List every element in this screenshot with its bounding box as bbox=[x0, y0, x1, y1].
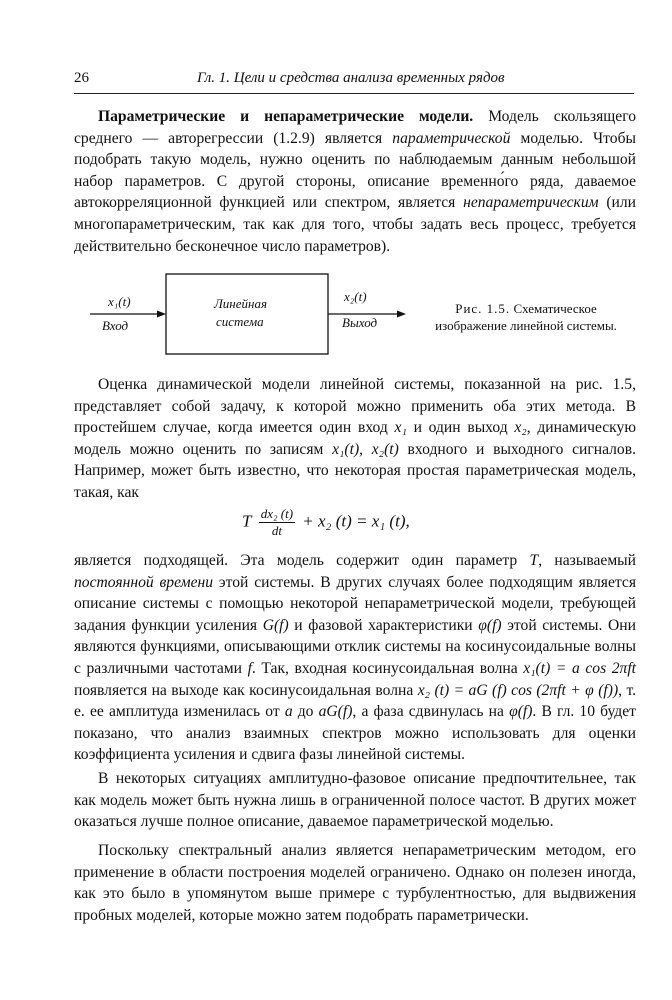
var-x2: x₂ bbox=[514, 419, 527, 437]
text-run: этой системы. Они являются функциями, описывающими отклик системы на косинусоидальные волны с различными частотами bbox=[74, 616, 636, 677]
text-run: до bbox=[292, 703, 319, 721]
var-gain: G(f) bbox=[262, 616, 289, 634]
paragraph-parametric-models bbox=[74, 106, 636, 257]
fraction-denominator: dt bbox=[271, 523, 282, 538]
var-phase-shift: φ(f) bbox=[509, 703, 533, 721]
var-f: f bbox=[247, 659, 252, 677]
emphasis-time-constant: постоянной времени bbox=[74, 573, 214, 591]
box-label-line1: Линейная bbox=[214, 296, 268, 311]
differential-equation bbox=[74, 500, 636, 544]
page-number: 26 bbox=[74, 70, 89, 86]
output-arrow-head-icon bbox=[397, 311, 406, 318]
text-run: Модель скользящего среднего — авторегрессии (1.2.9) является bbox=[74, 108, 636, 147]
paragraph-dynamic-model bbox=[74, 374, 636, 504]
var-aG: aG(f) bbox=[318, 703, 353, 721]
section-title: Параметрические и непараметрические модели. bbox=[98, 108, 474, 125]
fraction-numerator: dx₂ (t) bbox=[260, 506, 294, 521]
var-T: T bbox=[529, 552, 539, 569]
formula-rest: + x₂ (t) = x₁ (t), bbox=[302, 511, 410, 531]
page-header bbox=[74, 70, 634, 92]
output-wave-formula: x₂ (t) = aG (f) cos (2πft + φ (f)) bbox=[417, 681, 619, 699]
paragraph-5-text: Поскольку спектральный анализ является непараметрическим методом, его применение в области построения моделей ограничено. Однако он полезен иногда, как это было в упомянутом выше примере с турбулентностью, для выдвижения пробных моделей, которые можно затем подобрать параметрически. bbox=[74, 842, 636, 924]
caption-number: Рис. 1.5. bbox=[455, 301, 511, 316]
output-signal-label: x₂(t) bbox=[344, 289, 367, 304]
paragraph-4-text: В некоторых ситуациях амплитудно-фазовое описание предпочтительнее, так как модель может быть нужна лишь в ограниченной полосе частот. В других может оказаться лучше полное описание, даваемое параметрической моделью. bbox=[74, 770, 636, 831]
text-run: Оценка динамической модели линейной системы, показанной на рис. 1.5, представляет собой задачу, к которой можно применить оба этих метода. В простейшем случае, когда имеется один вход bbox=[74, 376, 636, 437]
input-wave-formula: x₁(t) = a cos 2πft bbox=[523, 659, 636, 677]
text-run: моделью. Чтобы подобрать такую модель, нужно оценить по наблюдаемым данным небольшой набор параметров. С другой стороны, описание временно́го ряда, даваемое автокорреляционной функцией или спектром, является bbox=[74, 129, 636, 212]
text-run: . В гл. 10 будет показано, что анализ взаимных спектров можно использовать для оценки коэффициента усиления и сдвига фазы линейной системы. bbox=[74, 703, 636, 764]
input-signal-label: x₁(t) bbox=[108, 294, 131, 309]
emphasis-nonparametric: непараметрическим bbox=[463, 194, 599, 212]
text-run: , динамическую модель можно оценить по записям bbox=[74, 419, 636, 458]
text-run: . Так, входная косинусоидальная волна bbox=[251, 659, 524, 677]
var-phase: φ(f) bbox=[478, 616, 502, 634]
text-run: появляется на выходе как косинусоидальная волна bbox=[74, 681, 418, 699]
output-label: Выход bbox=[342, 315, 378, 330]
text-run: , а фаза сдвинулась на bbox=[352, 703, 510, 721]
input-arrow-head-icon bbox=[157, 311, 166, 318]
text-run: входного и выходного сигналов. Например, может быть известно, что некоторая простая параметрическая модель, такая, как bbox=[74, 440, 636, 501]
var-x1: x₁ bbox=[394, 419, 407, 437]
figure-linear-system bbox=[90, 272, 410, 358]
text-run: (или многопараметрическим, так как для того, чтобы задать весь процесс, требуется действительно бесконечное число параметров). bbox=[74, 194, 636, 255]
text-run: и один выход bbox=[406, 419, 515, 437]
var-records: x₁(t), x₂(t) bbox=[332, 440, 399, 458]
box-label-line2: система bbox=[216, 314, 264, 329]
text-run: и фазовой характеристики bbox=[288, 616, 479, 634]
formula-T: T bbox=[242, 511, 252, 531]
var-a: a bbox=[284, 703, 293, 721]
text-run: этой системы. В других случаях более подходящим является описание системы с помощью некоторой непараметрической модели, требующей задания функции усиления bbox=[74, 573, 636, 634]
header-rule bbox=[74, 93, 634, 94]
text-run: , т. е. ее амплитуда изменилась от bbox=[74, 681, 636, 721]
paragraph-amplitude-phase bbox=[74, 768, 636, 833]
paragraph-spectral-analysis bbox=[74, 840, 636, 926]
text-run: является подходящей. Эта модель содержит один параметр bbox=[74, 552, 530, 569]
input-label: Вход bbox=[102, 318, 129, 333]
paragraph-time-constant bbox=[74, 550, 636, 766]
caption-text: Схематическое изображение линейной системы. bbox=[435, 301, 617, 333]
derivative-fraction bbox=[259, 506, 295, 539]
emphasis-parametric: параметрической bbox=[392, 129, 511, 147]
text-run: , называемый bbox=[538, 552, 637, 569]
running-head: Гл. 1. Цели и средства анализа временных рядов bbox=[197, 70, 505, 86]
figure-caption bbox=[418, 300, 634, 334]
